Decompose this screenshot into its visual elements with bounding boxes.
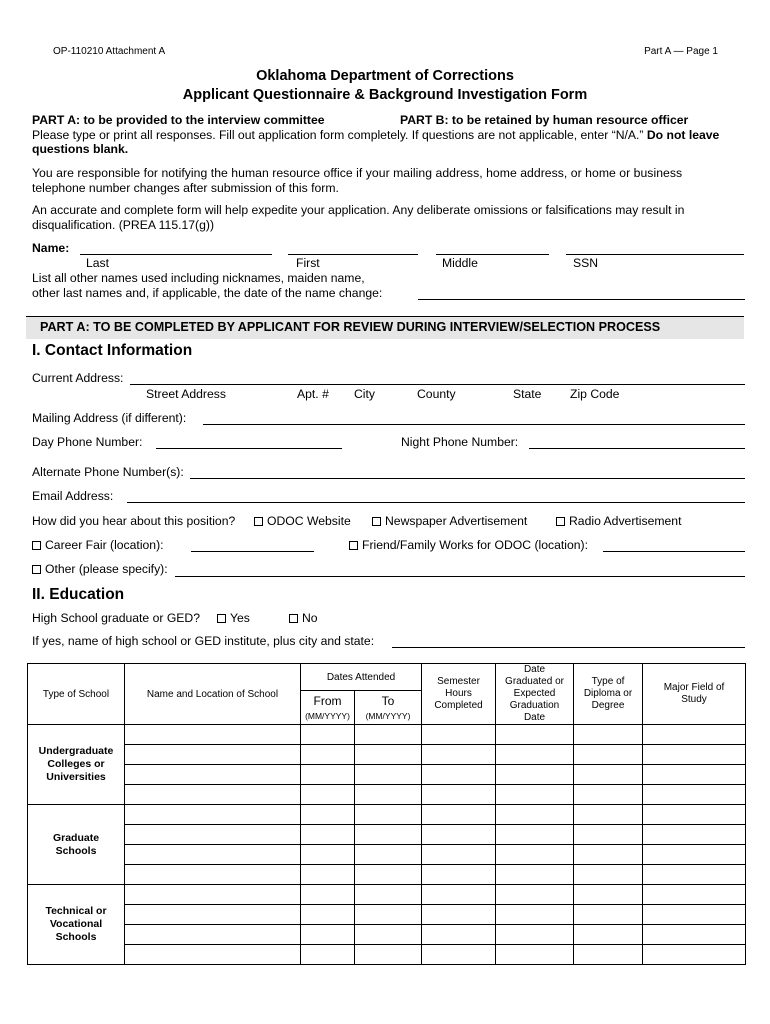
table-row [28,825,746,845]
table-row [28,905,746,925]
table-row [28,885,746,905]
hs-yes-label: Yes [230,611,250,625]
col-from-label: From [313,694,342,709]
county-caption: County [417,387,456,401]
friend-family-location-field[interactable] [603,551,745,552]
cell-input[interactable] [301,885,355,905]
option-newspaper[interactable] [372,514,527,528]
current-address-label: Current Address: [32,371,124,385]
row-graduate [28,805,125,885]
cell-input[interactable] [574,765,643,785]
street-caption: Street Address [146,387,226,401]
cell-input[interactable] [496,805,574,825]
cell-input[interactable] [422,765,496,785]
state-caption: State [513,387,542,401]
cell-input[interactable] [301,785,355,805]
hs-name-field[interactable] [392,647,745,648]
apt-caption: Apt. # [297,387,329,401]
checkbox-odoc-website[interactable] [254,517,263,526]
col-to-format: (MM/YYYY) [365,711,411,722]
cell-input[interactable] [574,905,643,925]
option-newspaper-label: Newspaper Advertisement [385,514,528,528]
option-career-fair[interactable] [32,538,164,552]
other-specify-field[interactable] [175,576,745,577]
row-undergraduate-label: Undergraduate Colleges or Universities [38,745,114,783]
option-friend-family[interactable] [349,538,588,552]
night-phone-label: Night Phone Number: [401,435,519,449]
option-career-fair-label: Career Fair (location): [45,538,164,552]
option-other[interactable] [32,562,168,576]
cell-input[interactable] [355,865,422,885]
accuracy-text: An accurate and complete form will help expedite your application. Any deliberate omissions or falsifications may result in [32,203,685,217]
table-row [28,745,746,765]
cell-input[interactable] [643,865,746,885]
cell-input[interactable] [496,785,574,805]
col-from [301,691,355,725]
cell-input[interactable] [301,765,355,785]
cell-input[interactable] [125,845,301,865]
cell-input[interactable] [301,825,355,845]
first-name-caption: First [296,256,320,270]
col-name-location: Name and Location of School [125,664,301,725]
cell-input[interactable] [643,945,746,965]
part-a-note: PART A: to be provided to the interview committee [32,113,325,127]
cell-input[interactable] [301,865,355,885]
cell-input[interactable] [496,725,574,745]
cell-input[interactable] [355,785,422,805]
cell-input[interactable] [496,945,574,965]
cell-input[interactable] [422,725,496,745]
col-diploma-type-label: Type of Diploma or Degree [583,676,633,711]
cell-input[interactable] [125,885,301,905]
hs-name-label: If yes, name of high school or GED institute, plus city and state: [32,634,375,648]
cell-input[interactable] [355,725,422,745]
mailing-address-label: Mailing Address (if different): [32,411,187,425]
cell-input[interactable] [574,745,643,765]
cell-input[interactable] [125,765,301,785]
cell-input[interactable] [496,865,574,885]
cell-input[interactable] [125,945,301,965]
cell-input[interactable] [355,745,422,765]
middle-name-caption: Middle [442,256,478,270]
cell-input[interactable] [574,885,643,905]
cell-input[interactable] [643,765,746,785]
hs-yes-option[interactable] [217,611,250,625]
cell-input[interactable] [355,845,422,865]
checkbox-other[interactable] [32,565,41,574]
table-row [28,865,746,885]
cell-input[interactable] [125,805,301,825]
table-row [28,765,746,785]
ssn-caption: SSN [573,256,599,270]
cell-input[interactable] [125,925,301,945]
cell-input[interactable] [643,785,746,805]
part-b-note: PART B: to be retained by human resource officer [400,113,689,127]
checkbox-career-fair[interactable] [32,541,41,550]
cell-input[interactable] [422,885,496,905]
hear-about-label: How did you hear about this position? [32,514,236,528]
row-technical [28,885,125,965]
hs-no-label: No [302,611,318,625]
col-major-field-label: Major Field of Study [663,682,725,705]
row-technical-label: Technical or Vocational Schools [45,905,107,943]
instructions-text [32,128,719,142]
option-radio[interactable] [556,514,681,528]
other-names-label-cont: other last names and, if applicable, the date of the name change: [32,286,383,300]
cell-input[interactable] [496,745,574,765]
education-section-heading: II. Education [32,586,125,603]
page-label: Part A — Page 1 [644,46,718,57]
alt-phone-field[interactable] [190,478,745,479]
middle-name-field[interactable] [436,254,549,255]
other-names-label: List all other names used including nicknames, maiden name, [32,271,365,285]
cell-input[interactable] [574,865,643,885]
cell-input[interactable] [643,745,746,765]
mailing-address-field[interactable] [203,424,745,425]
cell-input[interactable] [301,745,355,765]
cell-input[interactable] [496,885,574,905]
col-type-of-school: Type of School [28,664,125,725]
table-row [28,725,746,745]
alt-phone-label: Alternate Phone Number(s): [32,465,184,479]
ssn-field[interactable] [566,254,744,255]
cell-input[interactable] [125,785,301,805]
cell-input[interactable] [496,825,574,845]
cell-input[interactable] [301,905,355,925]
option-odoc-website-label: ODOC Website [267,514,351,528]
cell-input[interactable] [125,825,301,845]
form-title: Applicant Questionnaire & Background Investigation Form [182,87,588,103]
other-names-field[interactable] [418,299,745,300]
table-row [28,805,746,825]
current-address-field[interactable] [130,384,745,385]
cell-input[interactable] [125,725,301,745]
part-a-banner-text: PART A: TO BE COMPLETED BY APPLICANT FOR REVIEW DURING INTERVIEW/SELECTION PROCESS [40,320,661,334]
checkbox-radio[interactable] [556,517,565,526]
col-semester-hours [422,664,496,725]
option-friend-family-label: Friend/Family Works for ODOC (location): [362,538,588,552]
night-phone-field[interactable] [529,448,745,449]
cell-input[interactable] [643,925,746,945]
cell-input[interactable] [422,805,496,825]
cell-input[interactable] [355,765,422,785]
cell-input[interactable] [422,825,496,845]
cell-input[interactable] [355,805,422,825]
cell-input[interactable] [422,905,496,925]
row-undergraduate [28,725,125,805]
email-field[interactable] [127,502,745,503]
row-graduate-label: Graduate Schools [52,831,100,857]
option-radio-label: Radio Advertisement [569,514,682,528]
col-major-field [643,664,746,725]
checkbox-friend-family[interactable] [349,541,358,550]
cell-input[interactable] [643,885,746,905]
cell-input[interactable] [422,745,496,765]
zip-caption: Zip Code [570,387,620,401]
form-title-agency: Oklahoma Department of Corrections [256,68,514,84]
cell-input[interactable] [643,905,746,925]
day-phone-field[interactable] [156,448,342,449]
career-fair-location-field[interactable] [191,551,314,552]
col-to-label: To [381,694,395,709]
cell-input[interactable] [355,945,422,965]
option-odoc-website[interactable] [254,514,351,528]
cell-input[interactable] [574,785,643,805]
document-id: OP-110210 Attachment A [53,46,166,57]
cell-input[interactable] [125,745,301,765]
city-caption: City [354,387,375,401]
cell-input[interactable] [422,865,496,885]
notify-text: You are responsible for notifying the human resource office if your mailing address, home address, or home or business [32,166,683,180]
cell-input[interactable] [574,825,643,845]
cell-input[interactable] [574,725,643,745]
table-row [28,945,746,965]
cell-input[interactable] [496,905,574,925]
cell-input[interactable] [125,865,301,885]
hs-no-option[interactable] [289,611,318,625]
cell-input[interactable] [125,905,301,925]
cell-input[interactable] [496,925,574,945]
cell-input[interactable] [355,925,422,945]
cell-input[interactable] [355,885,422,905]
cell-input[interactable] [422,845,496,865]
last-name-field[interactable] [80,254,272,255]
cell-input[interactable] [355,825,422,845]
cell-input[interactable] [301,845,355,865]
cell-input[interactable] [355,905,422,925]
first-name-field[interactable] [288,254,418,255]
cell-input[interactable] [301,945,355,965]
cell-input[interactable] [301,725,355,745]
option-other-label: Other (please specify): [45,562,168,576]
cell-input[interactable] [422,925,496,945]
cell-input[interactable] [643,725,746,745]
table-row [28,845,746,865]
cell-input[interactable] [574,845,643,865]
table-row [28,785,746,805]
cell-input[interactable] [422,785,496,805]
notify-text-cont: telephone number changes after submission of this form. [32,181,339,195]
col-from-format: (MM/YYYY) [305,711,350,722]
cell-input[interactable] [574,945,643,965]
col-date-graduated [496,664,574,725]
email-label: Email Address: [32,489,114,503]
name-label: Name: [32,241,70,255]
cell-input[interactable] [301,925,355,945]
cell-input[interactable] [643,825,746,845]
last-name-caption: Last [86,256,110,270]
instructions-emphasis: Do not leave [646,128,720,142]
cell-input[interactable] [643,845,746,865]
instructions-main: Please type or print all responses. Fill out application form completely. If questions are not applicable, enter “N/A.” [32,128,644,142]
cell-input[interactable] [574,805,643,825]
cell-input[interactable] [496,765,574,785]
col-dates-attended: Dates Attended [301,664,422,691]
cell-input[interactable] [643,805,746,825]
checkbox-hs-no[interactable] [289,614,298,623]
checkbox-hs-yes[interactable] [217,614,226,623]
col-diploma-type [574,664,643,725]
contact-section-heading: I. Contact Information [32,342,193,359]
accuracy-text-cont: disqualification. (PREA 115.17(g)) [32,218,215,232]
cell-input[interactable] [496,845,574,865]
hs-question-label: High School graduate or GED? [32,611,201,625]
instructions-emphasis-cont: questions blank. [32,142,129,156]
table-row [28,925,746,945]
cell-input[interactable] [301,805,355,825]
education-table [27,663,746,965]
checkbox-newspaper[interactable] [372,517,381,526]
col-semester-hours-label: Semester Hours Completed [434,676,483,711]
cell-input[interactable] [422,945,496,965]
cell-input[interactable] [574,925,643,945]
day-phone-label: Day Phone Number: [32,435,143,449]
col-date-graduated-label: Date Graduated or Expected Graduation Date [505,664,564,723]
col-to [355,691,422,725]
